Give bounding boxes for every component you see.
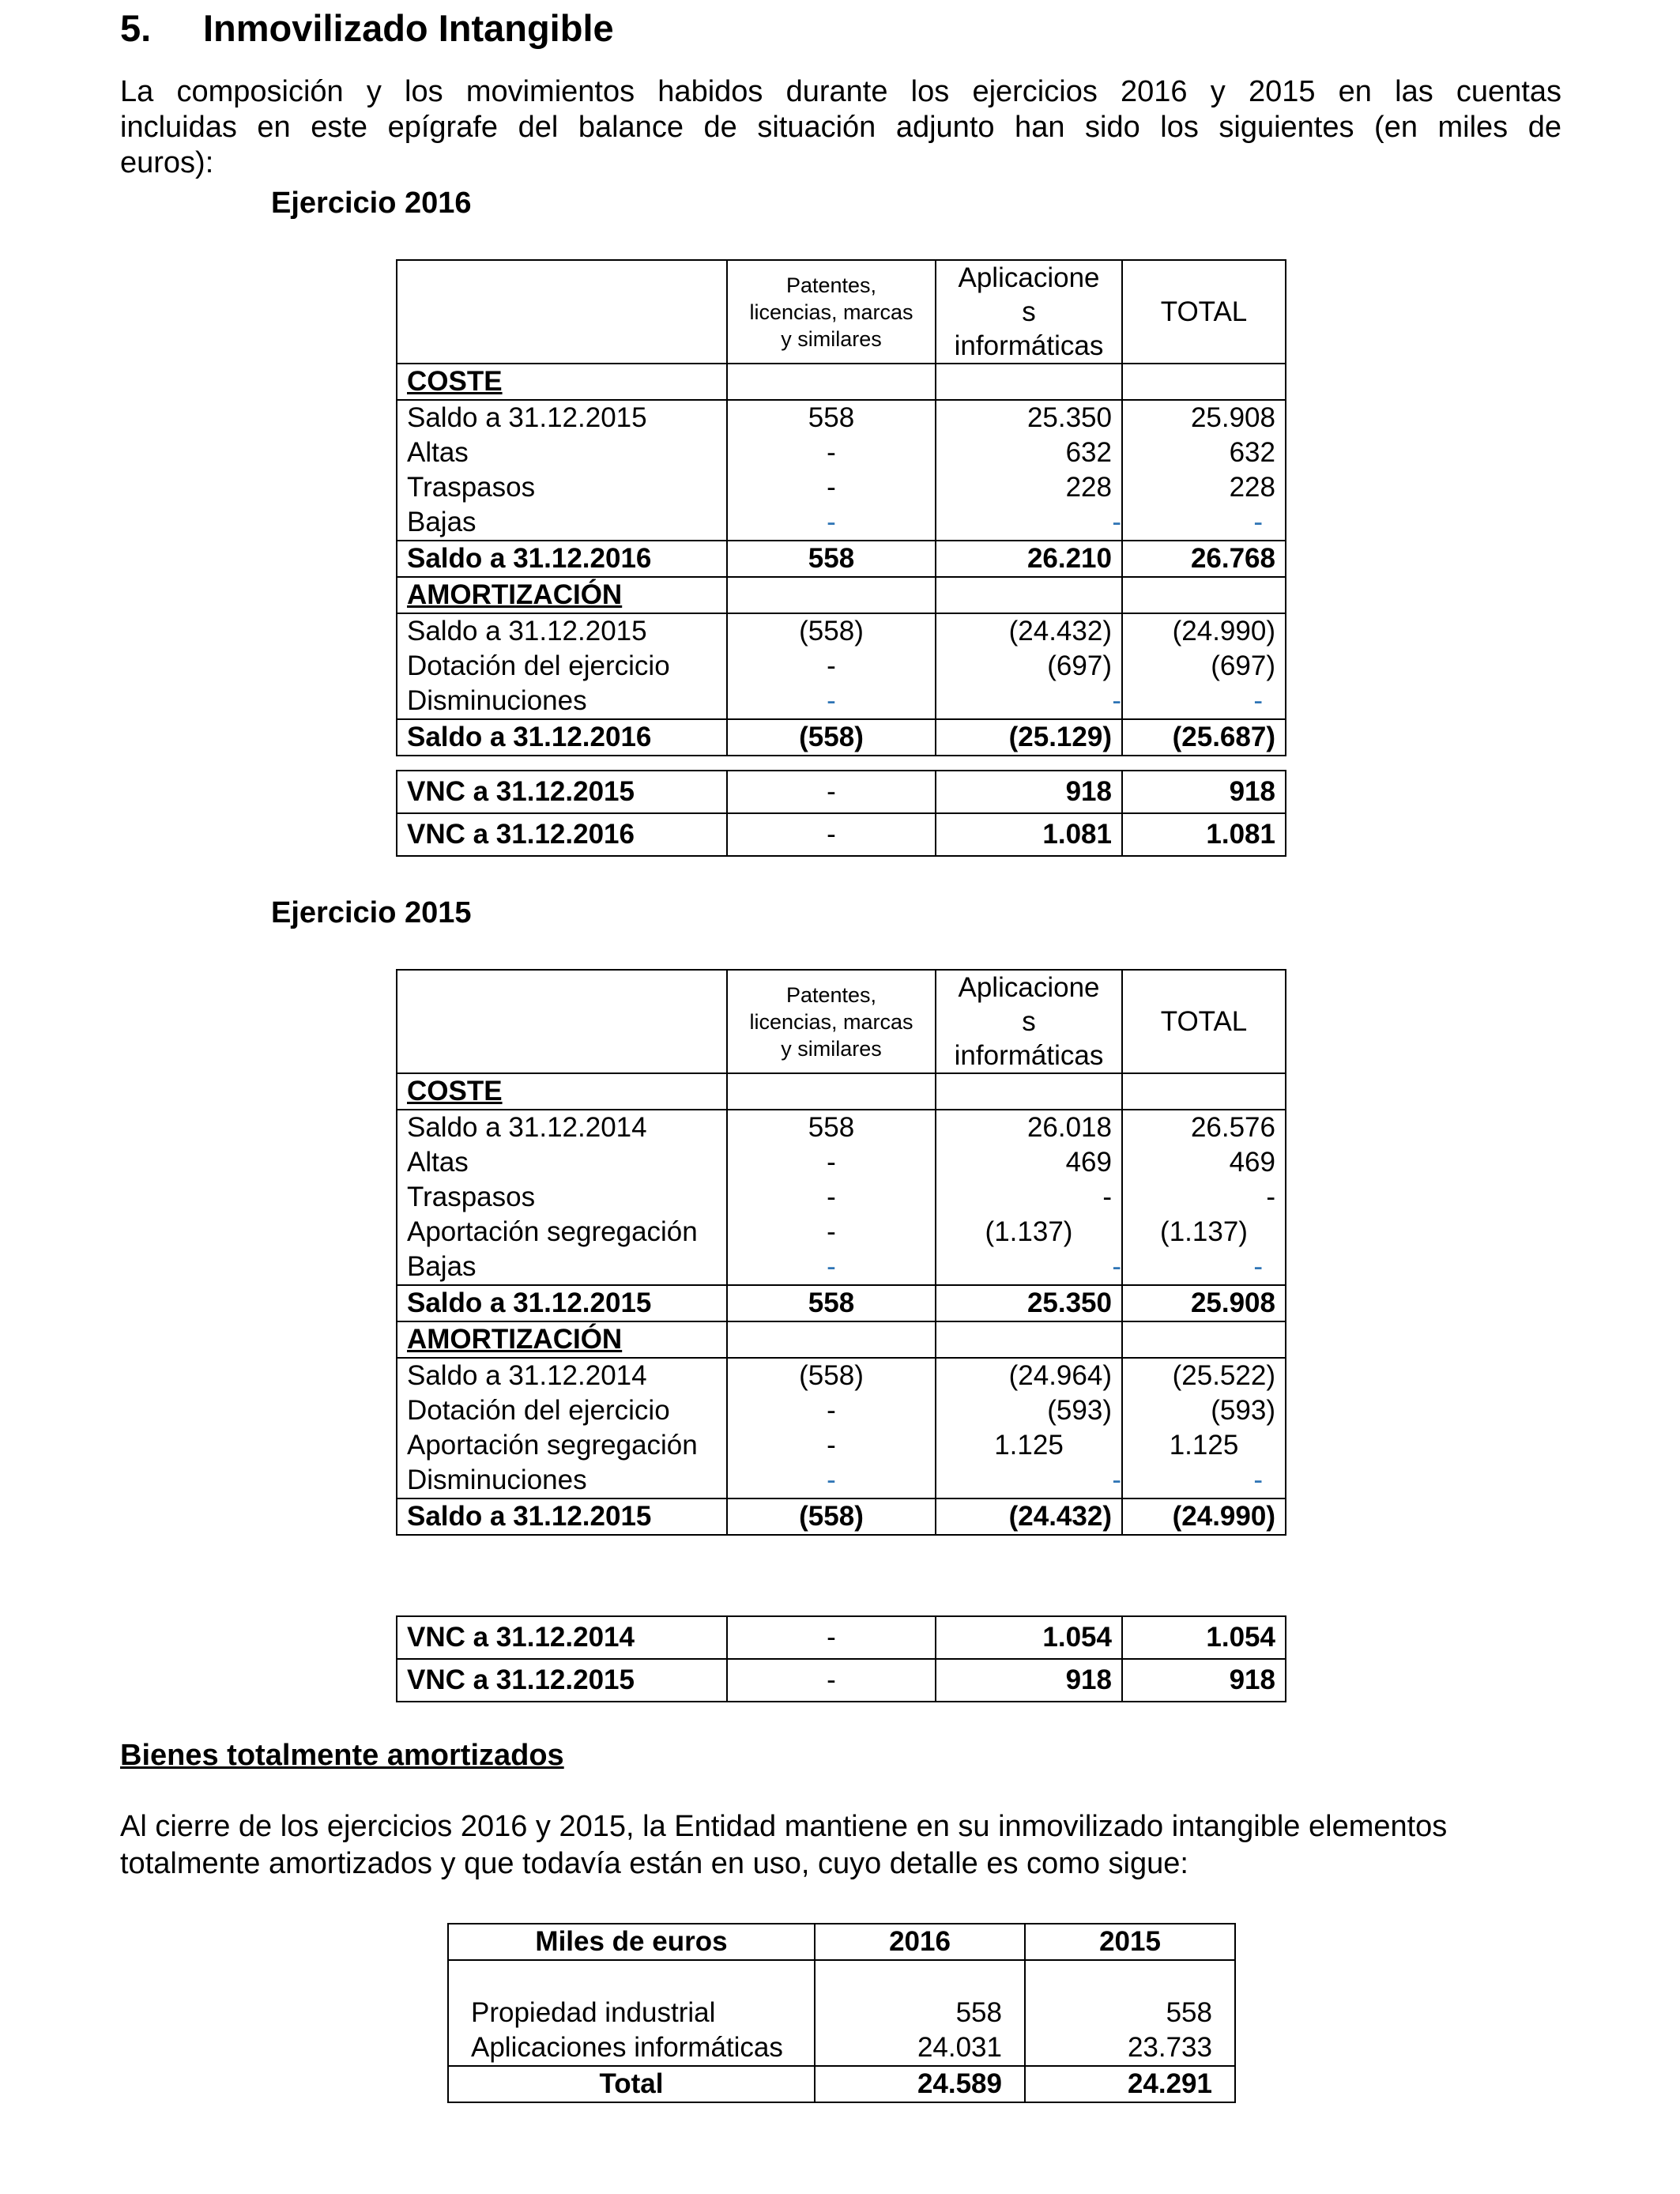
table-row [397,1180,1286,1215]
value-total: 469 [1122,1145,1286,1180]
value-total: 25.908 [1122,400,1286,435]
row-label: Saldo a 31.12.2015 [397,613,727,649]
empty-cell [727,1073,936,1110]
total-patentes: 558 [727,1285,936,1321]
section-heading-text: AMORTIZACIÓN [407,1324,623,1355]
row-label: Altas [397,435,727,470]
bienes-row [448,2030,1235,2066]
bienes-value: 558 [815,1996,1025,2030]
section-label [397,364,727,400]
section-label [397,1321,727,1358]
vnc-total: 1.054 [1122,1616,1286,1659]
empty-cell [1122,364,1286,400]
value-patentes: (558) [727,1358,936,1393]
total-label: Saldo a 31.12.2016 [397,719,727,756]
value-total: 632 [1122,435,1286,470]
vnc-label: VNC a 31.12.2015 [397,1659,727,1702]
value-aplicaciones: 632 [936,435,1122,470]
bienes-value: 558 [1025,1996,1235,2030]
table-row [397,1463,1286,1498]
value-patentes: - [727,1250,936,1285]
empty-cell [936,1321,1122,1358]
header-line: s [1022,296,1036,327]
bienes-spacer-row [448,1960,1235,1996]
bienes-total-value: 24.589 [815,2066,1025,2102]
value-total: 26.576 [1122,1110,1286,1145]
row-label: Traspasos [397,1180,727,1215]
section-row [397,577,1286,613]
row-label: Saldo a 31.12.2014 [397,1110,727,1145]
subtitle-2016: Ejercicio 2016 [271,187,472,220]
section-row [397,364,1286,400]
vnc-label: VNC a 31.12.2014 [397,1616,727,1659]
vnc-patentes: - [727,771,936,813]
value-patentes: - [727,470,936,505]
header-aplicaciones [936,260,1122,364]
value-patentes: - [727,435,936,470]
total-total: 25.908 [1122,1285,1286,1321]
table-row [397,1428,1286,1463]
table-row [397,1215,1286,1250]
table-row [397,1145,1286,1180]
value-patentes: - [727,1428,936,1463]
empty-cell [1122,1321,1286,1358]
empty-cell [936,577,1122,613]
table-row [397,1393,1286,1428]
value-patentes: - [727,1145,936,1180]
vnc-table-2016 [396,770,1286,857]
header-line: Patentes, [785,982,877,1007]
vnc-row [397,813,1286,856]
value-aplicaciones: - [936,1180,1122,1215]
bienes-total-label: Total [448,2066,815,2102]
row-label: Bajas [397,1250,727,1285]
section-row [397,1073,1286,1110]
vnc-label: VNC a 31.12.2015 [397,771,727,813]
value-aplicaciones: 25.350 [936,400,1122,435]
value-patentes: 558 [727,1110,936,1145]
table-row [397,470,1286,505]
intro-line: La composición y los movimientos habidos durante los ejercicios 2016 y 2015 en las cuentas [120,75,1561,108]
value-patentes: - [727,505,936,541]
header-line: y similares [781,1036,882,1061]
row-label: Altas [397,1145,727,1180]
table-row [397,684,1286,719]
row-label: Disminuciones [397,1463,727,1498]
value-aplicaciones: - [936,684,1122,719]
total-label: Saldo a 31.12.2015 [397,1285,727,1321]
value-total: (25.522) [1122,1358,1286,1393]
section-number: 5. [120,7,152,49]
vnc-row [397,1659,1286,1702]
value-aplicaciones: - [936,1250,1122,1285]
value-total: (593) [1122,1393,1286,1428]
value-total: - [1122,1250,1286,1285]
value-aplicaciones: (593) [936,1393,1122,1428]
section-row [397,1321,1286,1358]
value-total: - [1122,505,1286,541]
total-row [397,541,1286,577]
total-patentes: 558 [727,541,936,577]
row-label: Aportación segregación [397,1428,727,1463]
row-label: Bajas [397,505,727,541]
vnc-total: 918 [1122,1659,1286,1702]
row-label: Dotación del ejercicio [397,649,727,684]
total-total: 26.768 [1122,541,1286,577]
vnc-aplicaciones: 1.054 [936,1616,1122,1659]
row-label: Disminuciones [397,684,727,719]
section-heading-text: COSTE [407,366,503,397]
total-row [397,719,1286,756]
total-aplicaciones: (24.432) [936,1498,1122,1535]
empty-cell [1122,577,1286,613]
bienes-table [447,1923,1236,2103]
vnc-aplicaciones: 1.081 [936,813,1122,856]
bienes-header-cell: Miles de euros [448,1924,815,1960]
value-aplicaciones: 1.125 [936,1428,1122,1463]
value-patentes: - [727,1393,936,1428]
total-row [397,1285,1286,1321]
bienes-value: 24.031 [815,2030,1025,2066]
header-line: Aplicacione [958,262,1100,293]
vnc-row [397,1616,1286,1659]
value-patentes: - [727,1463,936,1498]
header-line: informáticas [954,1040,1104,1071]
value-aplicaciones: 469 [936,1145,1122,1180]
table-row [397,435,1286,470]
vnc-patentes: - [727,1616,936,1659]
total-total: (24.990) [1122,1498,1286,1535]
bienes-label: Aplicaciones informáticas [448,2030,815,2066]
empty-cell [936,364,1122,400]
table-row [397,1250,1286,1285]
section-heading-text: COSTE [407,1076,503,1106]
value-aplicaciones: 26.018 [936,1110,1122,1145]
vnc-row [397,771,1286,813]
value-patentes: - [727,1180,936,1215]
header-line: s [1022,1006,1036,1037]
total-aplicaciones: 25.350 [936,1285,1122,1321]
table-row [397,1110,1286,1145]
value-total: - [1122,1463,1286,1498]
value-patentes: 558 [727,400,936,435]
bienes-header-cell: 2016 [815,1924,1025,1960]
section-heading-text: AMORTIZACIÓN [407,579,623,610]
value-aplicaciones: (24.432) [936,613,1122,649]
value-total: 1.125 [1122,1428,1286,1463]
header-total: TOTAL [1122,970,1286,1073]
header-patentes [727,260,936,364]
row-label: Aportación segregación [397,1215,727,1250]
total-aplicaciones: 26.210 [936,541,1122,577]
header-aplicaciones [936,970,1122,1073]
header-line: informáticas [954,330,1104,361]
bienes-total-value: 24.291 [1025,2066,1235,2102]
subtitle-2015: Ejercicio 2015 [271,896,472,929]
section-title: Inmovilizado Intangible [203,7,614,49]
table-row [397,649,1286,684]
value-total: - [1122,1180,1286,1215]
bienes-label: Propiedad industrial [448,1996,815,2030]
vnc-patentes: - [727,813,936,856]
header-line: licencias, marcas [749,300,913,324]
value-aplicaciones: (697) [936,649,1122,684]
empty-cell [727,364,936,400]
bienes-line: Al cierre de los ejercicios 2016 y 2015, la Entidad mantiene en su inmovilizado intangible elementos [120,1810,1448,1843]
intro-line: incluidas en este epígrafe del balance de situación adjunto han sido los siguientes (en miles de [120,111,1561,144]
value-aplicaciones: - [936,505,1122,541]
empty-cell [727,577,936,613]
total-aplicaciones: (25.129) [936,719,1122,756]
total-patentes: (558) [727,1498,936,1535]
intro-paragraph [120,74,1561,181]
value-aplicaciones: (24.964) [936,1358,1122,1393]
header-line: y similares [781,326,882,351]
header-total: TOTAL [1122,260,1286,364]
header-patentes [727,970,936,1073]
total-label: Saldo a 31.12.2016 [397,541,727,577]
bienes-paragraph [120,1808,1566,1883]
row-label: Dotación del ejercicio [397,1393,727,1428]
table-2015 [396,969,1286,1536]
empty-cell [1122,1073,1286,1110]
value-patentes: - [727,1215,936,1250]
bienes-total-row [448,2066,1235,2102]
table-2016 [396,259,1286,756]
table-row [397,1358,1286,1393]
value-aplicaciones: - [936,1463,1122,1498]
value-aplicaciones: (1.137) [936,1215,1122,1250]
table-row [397,505,1286,541]
table-row [397,613,1286,649]
header-empty-cell [397,260,727,364]
page-title [120,6,614,50]
value-total: (24.990) [1122,613,1286,649]
header-row [397,970,1286,1073]
value-aplicaciones: 228 [936,470,1122,505]
value-patentes: (558) [727,613,936,649]
vnc-total: 918 [1122,771,1286,813]
intro-line: euros): [120,146,214,179]
vnc-patentes: - [727,1659,936,1702]
header-empty-cell [397,970,727,1073]
empty-cell [727,1321,936,1358]
row-label: Traspasos [397,470,727,505]
row-label: Saldo a 31.12.2014 [397,1358,727,1393]
bienes-line: totalmente amortizados y que todavía están en uso, cuyo detalle es como sigue: [120,1847,1188,1880]
header-line: Patentes, [785,273,877,297]
total-total: (25.687) [1122,719,1286,756]
bienes-row [448,1996,1235,2030]
vnc-label: VNC a 31.12.2016 [397,813,727,856]
value-total: (697) [1122,649,1286,684]
value-total: - [1122,684,1286,719]
header-row [397,260,1286,364]
header-line: Aplicacione [958,972,1100,1003]
vnc-aplicaciones: 918 [936,771,1122,813]
empty-cell [936,1073,1122,1110]
bienes-heading: Bienes totalmente amortizados [120,1739,564,1772]
bienes-header-cell: 2015 [1025,1924,1235,1960]
value-patentes: - [727,649,936,684]
table-row [397,400,1286,435]
vnc-aplicaciones: 918 [936,1659,1122,1702]
section-label [397,577,727,613]
value-total: 228 [1122,470,1286,505]
total-patentes: (558) [727,719,936,756]
value-patentes: - [727,684,936,719]
total-label: Saldo a 31.12.2015 [397,1498,727,1535]
vnc-total: 1.081 [1122,813,1286,856]
total-row [397,1498,1286,1535]
vnc-table-2015 [396,1615,1286,1702]
value-total: (1.137) [1122,1215,1286,1250]
bienes-header-row [448,1924,1235,1960]
row-label: Saldo a 31.12.2015 [397,400,727,435]
section-label [397,1073,727,1110]
header-line: licencias, marcas [749,1009,913,1034]
bienes-value: 23.733 [1025,2030,1235,2066]
